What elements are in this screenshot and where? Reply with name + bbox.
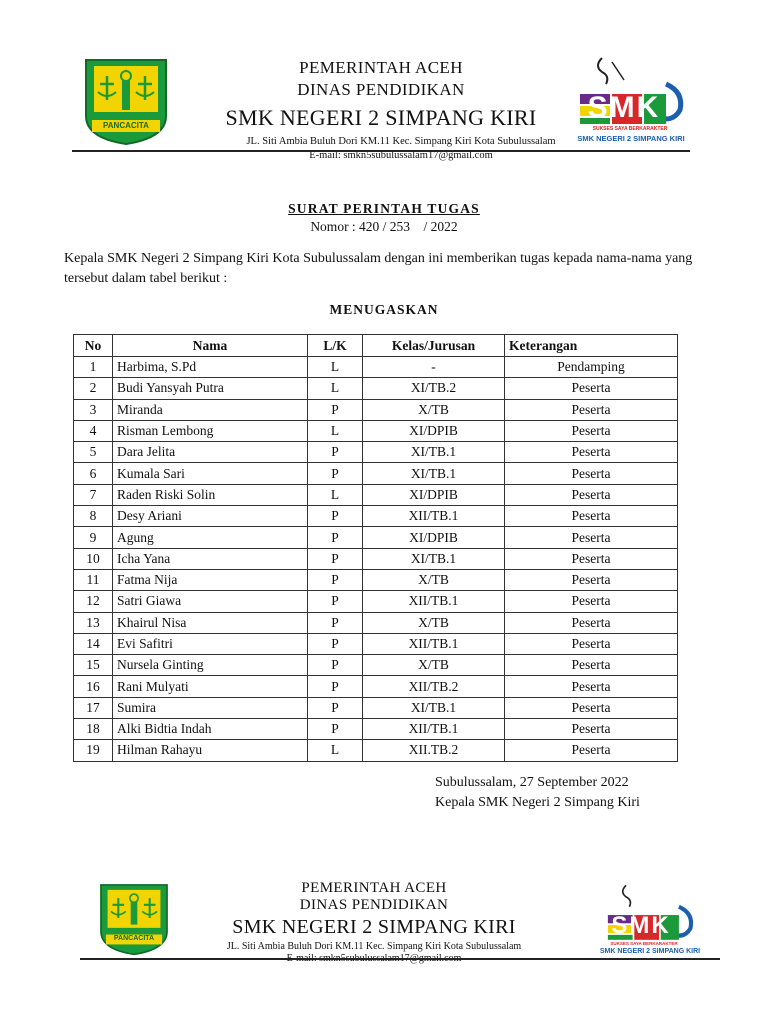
- cell-kelas: XI/TB.1: [363, 463, 505, 484]
- cell-nama: Fatma Nija: [113, 569, 308, 590]
- document-title-block: [0, 201, 768, 235]
- right-logo-tagline: SUKSES SAYA BERKARAKTER: [610, 941, 678, 946]
- letterhead-top: [72, 52, 690, 161]
- school-address: JL. Siti Ambia Buluh Dori KM.11 Kec. Simpang Kiri Kota Subulussalam: [246, 136, 556, 147]
- table-row: [74, 676, 678, 697]
- cell-nama: Dara Jelita: [113, 442, 308, 463]
- cell-kelas: XI/DPIB: [363, 484, 505, 505]
- cell-kelas: X/TB: [363, 612, 505, 633]
- letterhead-divider: [72, 150, 690, 152]
- letterhead-divider: [80, 958, 720, 960]
- cell-kelas: XII/TB.1: [363, 719, 505, 740]
- right-logo-text: SMK NEGERI 2 SIMPANG KIRI: [599, 948, 701, 955]
- table-row: [74, 591, 678, 612]
- cell-keterangan: Peserta: [505, 740, 678, 761]
- school-email: E-mail: smkn5subulussalam17@gmail.com: [286, 953, 462, 964]
- cell-nama: Satri Giawa: [113, 591, 308, 612]
- cell-no: 4: [74, 420, 113, 441]
- left-logo-text: PANCACITA: [103, 121, 149, 130]
- cell-lk: P: [308, 463, 363, 484]
- table-row: [74, 633, 678, 654]
- table-header-row: [74, 335, 678, 357]
- cell-keterangan: Peserta: [505, 633, 678, 654]
- cell-kelas: X/TB: [363, 399, 505, 420]
- cell-nama: Desy Ariani: [113, 506, 308, 527]
- cell-no: 10: [74, 548, 113, 569]
- cell-keterangan: Peserta: [505, 569, 678, 590]
- cell-kelas: XII.TB.2: [363, 740, 505, 761]
- department-name: DINAS PENDIDIKAN: [299, 897, 449, 913]
- cell-nama: Rani Mulyati: [113, 676, 308, 697]
- cell-no: 17: [74, 697, 113, 718]
- cell-no: 14: [74, 633, 113, 654]
- cell-keterangan: Peserta: [505, 484, 678, 505]
- department-name: DINAS PENDIDIKAN: [297, 80, 465, 99]
- table-row: [74, 399, 678, 420]
- letterhead-bottom: [88, 876, 710, 964]
- right-logo-tagline: SUKSES SAYA BERKARAKTER: [592, 126, 668, 132]
- table-row: [74, 719, 678, 740]
- document-title: SURAT PERINTAH TUGAS: [288, 201, 480, 216]
- right-logo-letters: SMK: [587, 91, 661, 124]
- school-address: JL. Siti Ambia Buluh Dori KM.11 Kec. Simpang Kiri Kota Subulussalam: [226, 941, 522, 952]
- cell-lk: L: [308, 357, 363, 378]
- signature-block: [435, 773, 640, 813]
- left-logo-text: PANCACITA: [113, 935, 155, 942]
- cell-kelas: XI/TB.1: [363, 697, 505, 718]
- cell-nama: Nursela Ginting: [113, 655, 308, 676]
- cell-lk: L: [308, 420, 363, 441]
- table-row: [74, 527, 678, 548]
- cell-nama: Raden Riski Solin: [113, 484, 308, 505]
- cell-lk: L: [308, 484, 363, 505]
- cell-kelas: XI/DPIB: [363, 420, 505, 441]
- cell-keterangan: Peserta: [505, 719, 678, 740]
- cell-no: 18: [74, 719, 113, 740]
- cell-no: 19: [74, 740, 113, 761]
- cell-lk: P: [308, 676, 363, 697]
- cell-no: 16: [74, 676, 113, 697]
- cell-lk: P: [308, 527, 363, 548]
- cell-nama: Icha Yana: [113, 548, 308, 569]
- cell-no: 3: [74, 399, 113, 420]
- cell-kelas: XI/TB.1: [363, 442, 505, 463]
- cell-lk: P: [308, 548, 363, 569]
- cell-lk: L: [308, 740, 363, 761]
- signature-place-date: Subulussalam, 27 September 2022: [435, 775, 629, 790]
- cell-lk: P: [308, 655, 363, 676]
- cell-kelas: XI/DPIB: [363, 527, 505, 548]
- school-name: SMK NEGERI 2 SIMPANG KIRI: [232, 916, 516, 938]
- assignment-heading: MENUGASKAN: [329, 302, 439, 317]
- cell-lk: P: [308, 591, 363, 612]
- right-logo-letters: SMK: [611, 912, 671, 939]
- table-row: [74, 506, 678, 527]
- cell-nama: Budi Yansyah Putra: [113, 378, 308, 399]
- table-row: [74, 612, 678, 633]
- table-row: [74, 655, 678, 676]
- header-nama: Nama: [113, 335, 308, 357]
- right-logo-text: SMK NEGERI 2 SIMPANG KIRI: [577, 134, 685, 143]
- cell-nama: Agung: [113, 527, 308, 548]
- cell-keterangan: Peserta: [505, 442, 678, 463]
- table-row: [74, 740, 678, 761]
- table-row: [74, 420, 678, 441]
- cell-kelas: XII/TB.2: [363, 676, 505, 697]
- cell-lk: P: [308, 506, 363, 527]
- cell-keterangan: Peserta: [505, 506, 678, 527]
- table-row: [74, 548, 678, 569]
- signature-position: Kepala SMK Negeri 2 Simpang Kiri: [435, 795, 640, 810]
- cell-no: 11: [74, 569, 113, 590]
- cell-kelas: XI/TB.1: [363, 548, 505, 569]
- table-row: [74, 484, 678, 505]
- table-row: [74, 378, 678, 399]
- cell-kelas: -: [363, 357, 505, 378]
- assignment-table: [73, 334, 678, 762]
- cell-nama: Kumala Sari: [113, 463, 308, 484]
- cell-keterangan: Peserta: [505, 420, 678, 441]
- intro-paragraph: Kepala SMK Negeri 2 Simpang Kiri Kota Subulussalam dengan ini memberikan tugas kepada nama-nama yang tersebut dalam tabel berikut :: [64, 251, 693, 286]
- cell-no: 7: [74, 484, 113, 505]
- cell-no: 8: [74, 506, 113, 527]
- cell-kelas: X/TB: [363, 569, 505, 590]
- table-body: [74, 357, 678, 762]
- cell-keterangan: Peserta: [505, 548, 678, 569]
- cell-kelas: XII/TB.1: [363, 506, 505, 527]
- header-lk: L/K: [308, 335, 363, 357]
- cell-lk: P: [308, 612, 363, 633]
- cell-nama: Sumira: [113, 697, 308, 718]
- school-name: SMK NEGERI 2 SIMPANG KIRI: [225, 105, 537, 130]
- cell-no: 15: [74, 655, 113, 676]
- cell-lk: L: [308, 378, 363, 399]
- cell-lk: P: [308, 442, 363, 463]
- cell-no: 1: [74, 357, 113, 378]
- cell-kelas: XI/TB.2: [363, 378, 505, 399]
- cell-no: 13: [74, 612, 113, 633]
- cell-nama: Hilman Rahayu: [113, 740, 308, 761]
- smk-school-logo: [572, 54, 690, 146]
- cell-keterangan: Pendamping: [505, 357, 678, 378]
- cell-lk: P: [308, 569, 363, 590]
- table-row: [74, 697, 678, 718]
- cell-no: 5: [74, 442, 113, 463]
- cell-no: 2: [74, 378, 113, 399]
- cell-keterangan: Peserta: [505, 591, 678, 612]
- cell-nama: Khairul Nisa: [113, 612, 308, 633]
- government-name: PEMERINTAH ACEH: [301, 880, 447, 896]
- cell-nama: Harbima, S.Pd: [113, 357, 308, 378]
- table-row: [74, 569, 678, 590]
- aceh-emblem-logo: [94, 880, 174, 956]
- header-kelas: Kelas/Jurusan: [363, 335, 505, 357]
- table-row: [74, 442, 678, 463]
- table-row: [74, 463, 678, 484]
- cell-kelas: XII/TB.1: [363, 633, 505, 654]
- document-number: Nomor : 420 / 253 / 2022: [310, 219, 458, 234]
- cell-keterangan: Peserta: [505, 612, 678, 633]
- cell-keterangan: Peserta: [505, 527, 678, 548]
- cell-nama: Evi Safitri: [113, 633, 308, 654]
- header-keterangan: Keterangan: [505, 335, 678, 357]
- cell-keterangan: Peserta: [505, 463, 678, 484]
- cell-no: 9: [74, 527, 113, 548]
- cell-keterangan: Peserta: [505, 399, 678, 420]
- school-email: E-mail: smkn5subulussalam17@gmail.com: [309, 150, 493, 161]
- cell-no: 6: [74, 463, 113, 484]
- cell-kelas: XII/TB.1: [363, 591, 505, 612]
- cell-nama: Risman Lembong: [113, 420, 308, 441]
- cell-keterangan: Peserta: [505, 655, 678, 676]
- cell-nama: Alki Bidtia Indah: [113, 719, 308, 740]
- letterhead-text: [168, 880, 580, 965]
- cell-no: 12: [74, 591, 113, 612]
- cell-lk: P: [308, 697, 363, 718]
- cell-keterangan: Peserta: [505, 676, 678, 697]
- cell-lk: P: [308, 399, 363, 420]
- cell-nama: Miranda: [113, 399, 308, 420]
- cell-lk: P: [308, 633, 363, 654]
- table-row: [74, 357, 678, 378]
- header-no: No: [74, 335, 113, 357]
- smk-school-logo: [590, 882, 710, 958]
- government-name: PEMERINTAH ACEH: [299, 58, 463, 77]
- cell-keterangan: Peserta: [505, 697, 678, 718]
- cell-lk: P: [308, 719, 363, 740]
- cell-kelas: X/TB: [363, 655, 505, 676]
- cell-keterangan: Peserta: [505, 378, 678, 399]
